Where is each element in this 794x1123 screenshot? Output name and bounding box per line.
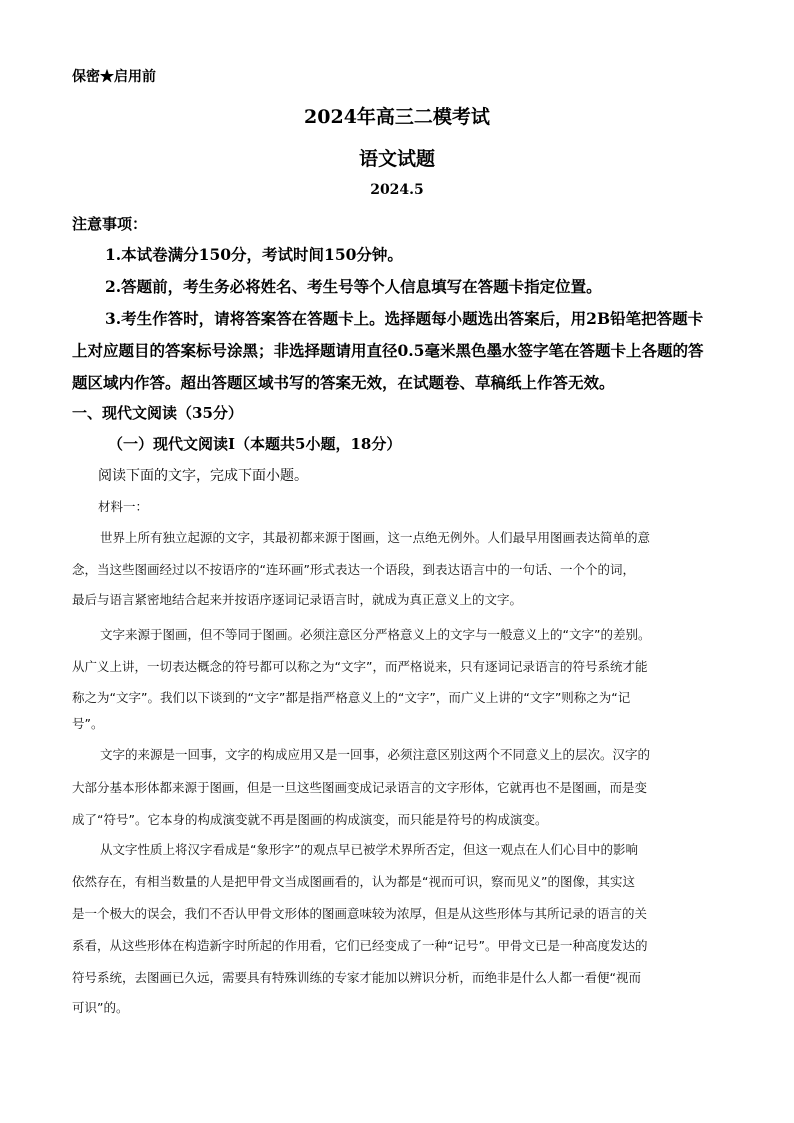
paragraph-4-line: 是一个极大的误会，我们不否认甲骨文形体的图画意味较为浓厚，但是从这些形体与其所记录的语言的关 [72, 906, 648, 921]
notice-item-1: 1.本试卷满分150分，考试时间150分钟。 [105, 245, 403, 264]
paragraph-1-line: 世界上所有独立起源的文字，其最初都来源于图画，这一点绝无例外。人们最早用图画表达简单的意 [100, 530, 651, 545]
paragraph-2-line: 号”。 [72, 716, 104, 731]
exam-title: 2024年高三二模考试 [304, 106, 490, 128]
paragraph-4-line: 可识”的。 [72, 1000, 129, 1015]
paragraph-1-line: 最后与语言紧密地结合起来并按语序逐词记录语言时，就成为真正意义上的文字。 [72, 592, 523, 607]
section-title: 一、现代文阅读（35分） [72, 404, 243, 422]
paragraph-3-line: 大部分基本形体都来源于图画，但是一旦这些图画变成记录语言的文字形体，它就再也不是图画，而是变 [72, 780, 648, 795]
subsection-title: （一）现代文阅读Ⅰ（本题共5小题，18分） [108, 435, 402, 453]
notice-item-3-line-3: 题区域内作答。超出答题区域书写的答案无效，在试题卷、草稿纸上作答无效。 [72, 373, 615, 392]
notice-item-3-line-2: 上对应题目的答案标号涂黑；非选择题请用直径0.5毫米黑色墨水签字笔在答题卡上各题的答 [72, 341, 704, 360]
confidential-mark: 保密★启用前 [72, 69, 156, 85]
notice-heading: 注意事项： [72, 215, 148, 233]
paragraph-2-line: 称之为“文字”。我们以下谈到的“文字”都是指严格意义上的“文字”，而广义上讲的“文字”则称之为“记 [72, 690, 631, 705]
paragraph-2-line: 文字来源于图画，但不等同于图画。必须注意区分严格意义上的文字与一般意义上的“文字”的差别。 [100, 627, 651, 642]
reading-instruction: 阅读下面的文字，完成下面小题。 [98, 468, 308, 484]
notice-item-2: 2.答题前，考生务必将姓名、考生号等个人信息填写在答题卡指定位置。 [105, 277, 602, 296]
material-label: 材料一： [98, 499, 149, 514]
paragraph-3-line: 文字的来源是一回事，文字的构成应用又是一回事，必须注意区别这两个不同意义上的层次。汉字的 [100, 747, 651, 762]
paragraph-4-line: 符号系统，去图画已久远，需要具有特殊训练的专家才能加以辨识分析，而绝非是什么人都一看便“视而 [72, 970, 641, 985]
paragraph-4-line: 从文字性质上将汉字看成是“象形字”的观点早已被学术界所否定，但这一观点在人们心目中的影响 [100, 842, 638, 857]
paragraph-2-line: 从广义上讲，一切表达概念的符号都可以称之为“文字”，而严格说来，只有逐词记录语言的符号系统才能 [72, 659, 648, 674]
notice-item-3-line-1: 3.考生作答时，请将答案答在答题卡上。选择题每小题选出答案后，用2B铅笔把答题卡 [105, 309, 704, 328]
paragraph-4-line: 依然存在，有相当数量的人是把甲骨文当成图画看的，认为都是“视而可识，察而见义”的图像，其实这 [72, 874, 635, 889]
subject-title: 语文试题 [358, 148, 435, 170]
exam-date: 2024.5 [370, 182, 424, 198]
paragraph-4-line: 系看，从这些形体在构造新字时所起的作用看，它们已经变成了一种“记号”。甲骨文已是一种高度发达的 [72, 938, 648, 953]
paragraph-1-line: 念，当这些图画经过以不按语序的“连环画”形式表达一个语段，到表达语言中的一句话、一个个的词， [72, 562, 635, 577]
paragraph-3-line: 成了“符号”。它本身的构成演变就不再是图画的构成演变，而只能是符号的构成演变。 [72, 812, 548, 827]
